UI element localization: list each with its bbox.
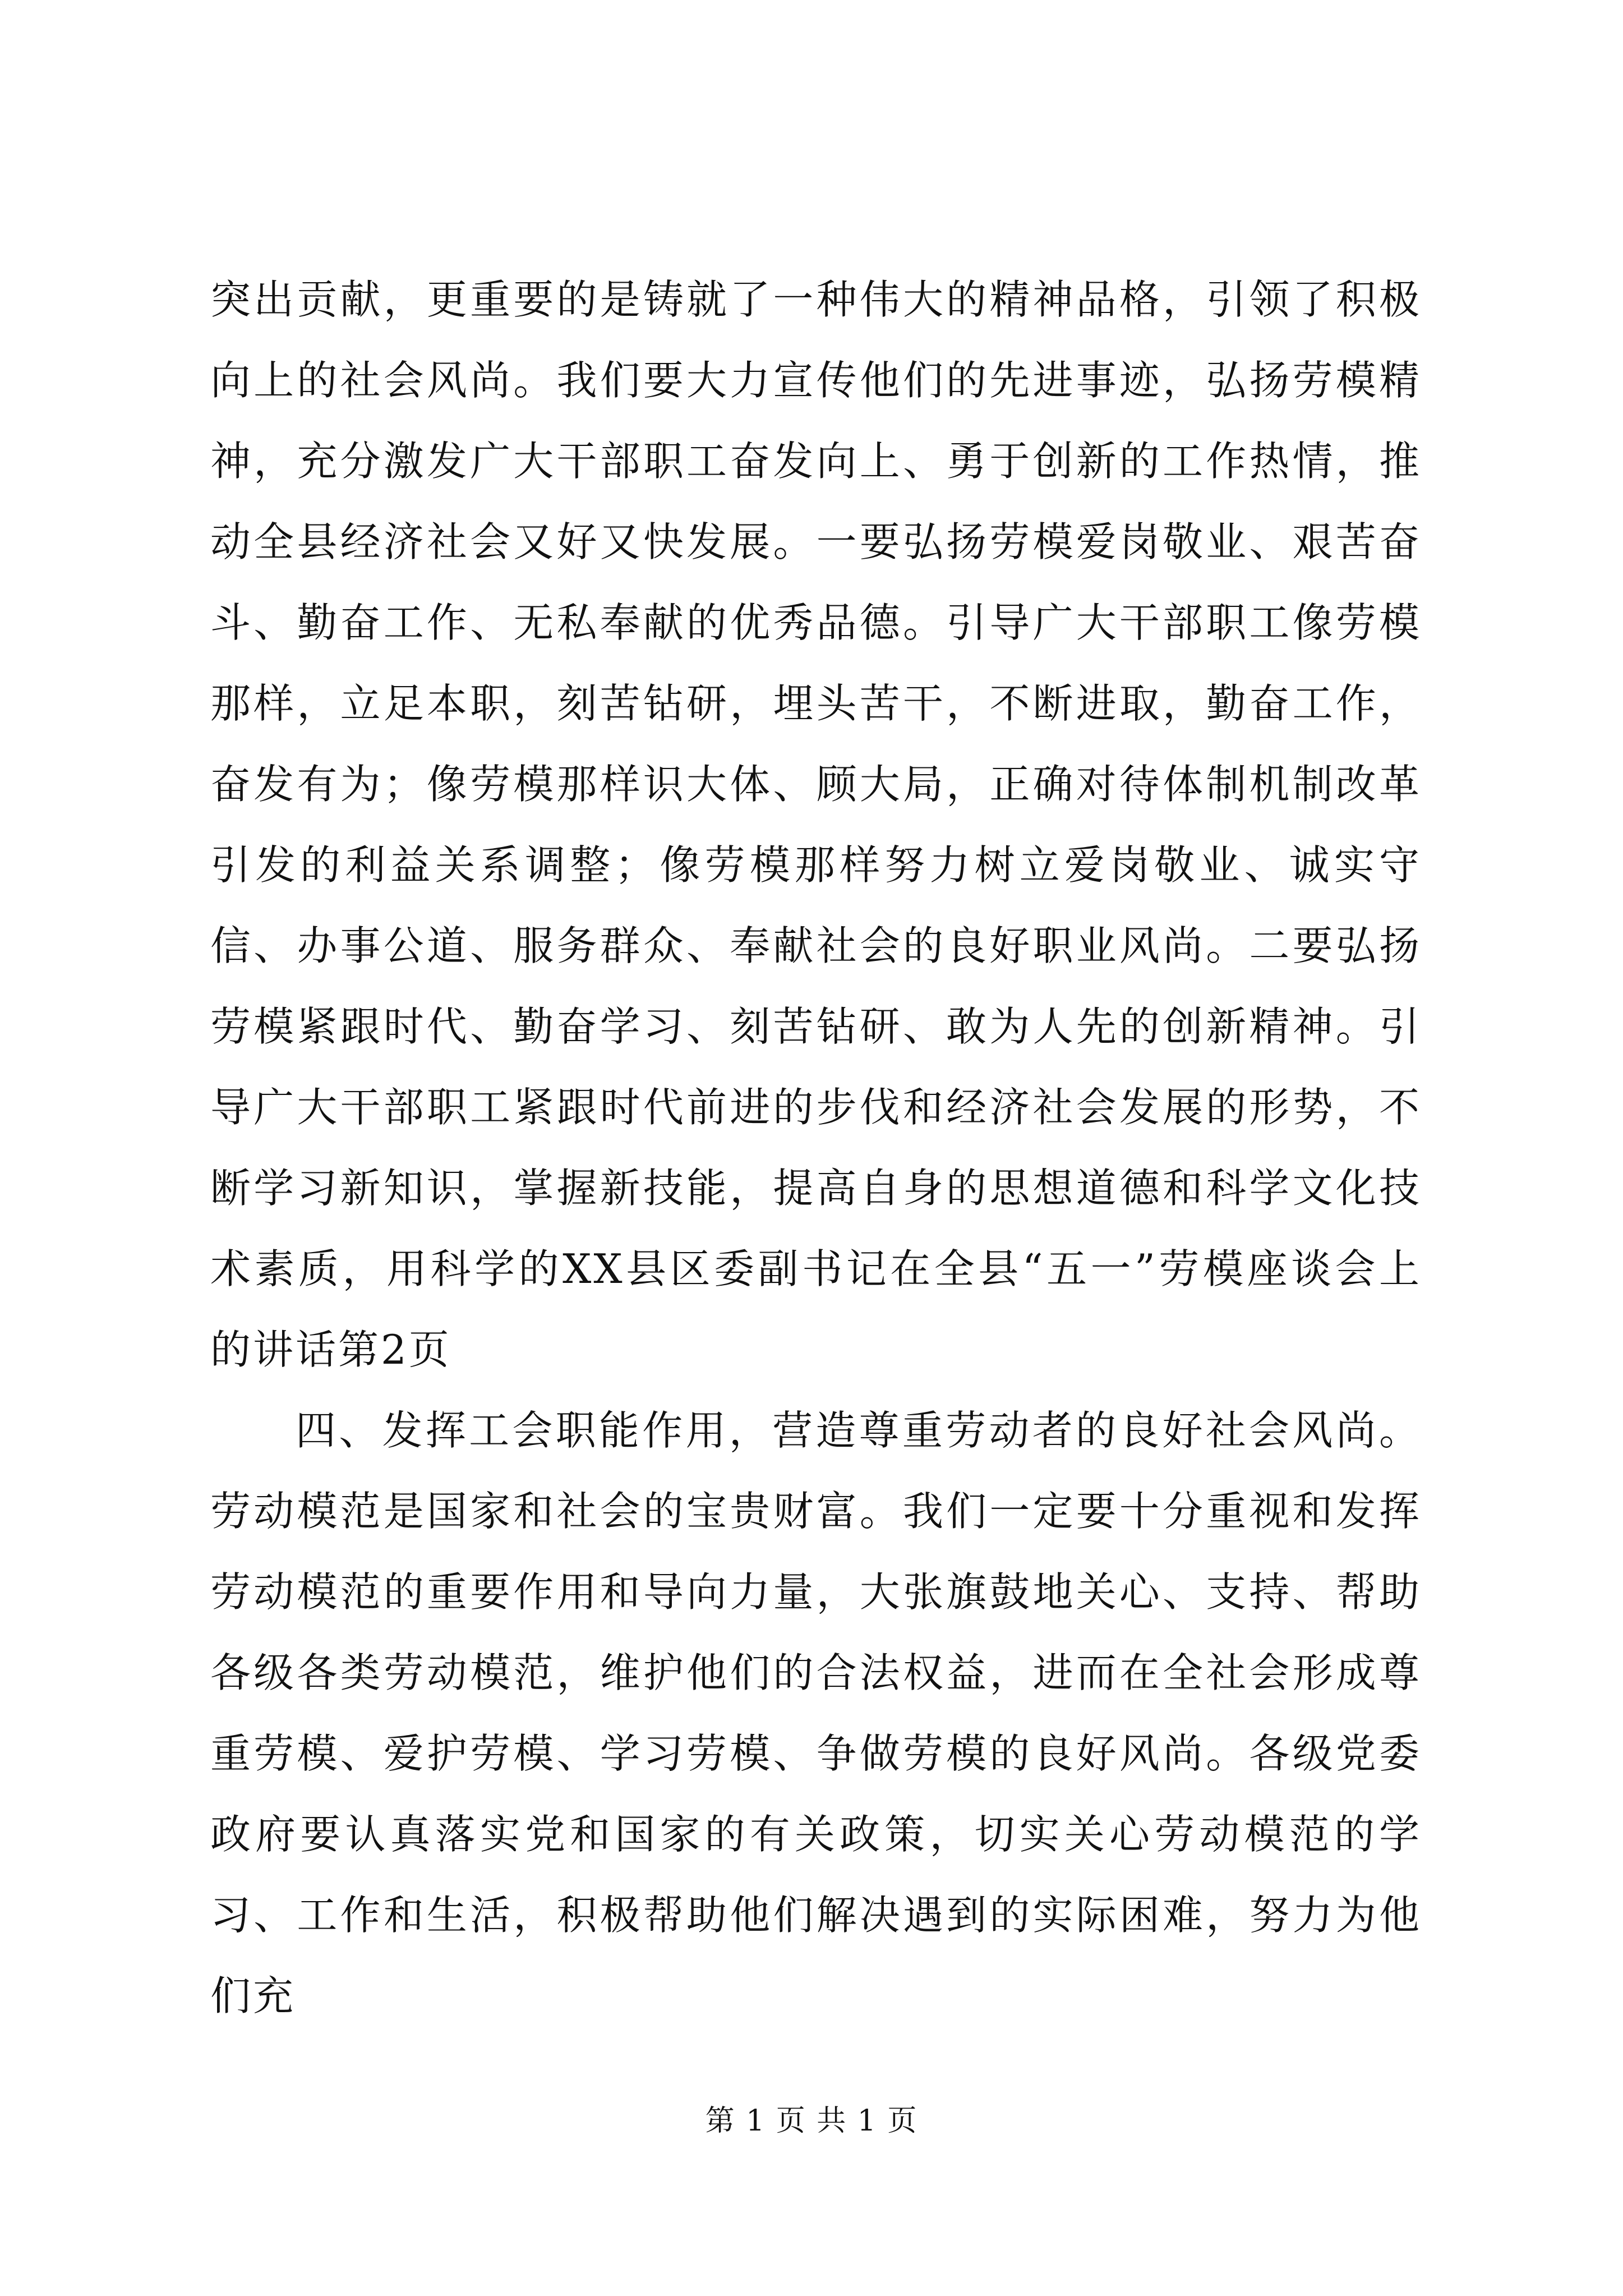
paragraph-section-four: 四、发挥工会职能作用，营造尊重劳动者的良好社会风尚。劳动模范是国家和社会的宝贵财富。我们一定要十分重视和发挥劳动模范的重要作用和导向力量，大张旗鼓地关心、支持、帮助各级各类劳动模范，维护他们的合法权益，进而在全社会形成尊重劳模、爱护劳模、学习劳模、争做劳模的良好风尚。各级党委政府要认真落实党和国家的有关政策，切实关心劳动模范的学习、工作和生活，积极帮助他们解决遇到的实际困难，努力为他们充 xyxy=(210,1407,1422,2019)
document-body xyxy=(210,259,1422,2036)
page-number-footer: 第 1 页 共 1 页 xyxy=(705,2104,918,2138)
paragraph-continued-speech: 突出贡献，更重要的是铸就了一种伟大的精神品格，引领了积极向上的社会风尚。我们要大力宣传他们的先进事迹，弘扬劳模精神，充分激发广大干部职工奋发向上、勇于创新的工作热情，推动全县经济社会又好又快发展。一要弘扬劳模爱岗敬业、艰苦奋斗、勤奋工作、无私奉献的优秀品德。引导广大干部职工像劳模那样，立足本职，刻苦钻研，埋头苦干，不断进取，勤奋工作，奋发有为；像劳模那样识大体、顾大局，正确对待体制机制改革引发的利益关系调整；像劳模那样努力树立爱岗敬业、诚实守信、办事公道、服务群众、奉献社会的良好职业风尚。二要弘扬劳模紧跟时代、勤奋学习、刻苦钻研、敢为人先的创新精神。引导广大干部职工紧跟时代前进的步伐和经济社会发展的形势，不断学习新知识，掌握新技能，提高自身的思想道德和科学文化技术素质，用科学的XX县区委副书记在全县“五一”劳模座谈会上的讲话第2页 xyxy=(210,276,1422,1373)
